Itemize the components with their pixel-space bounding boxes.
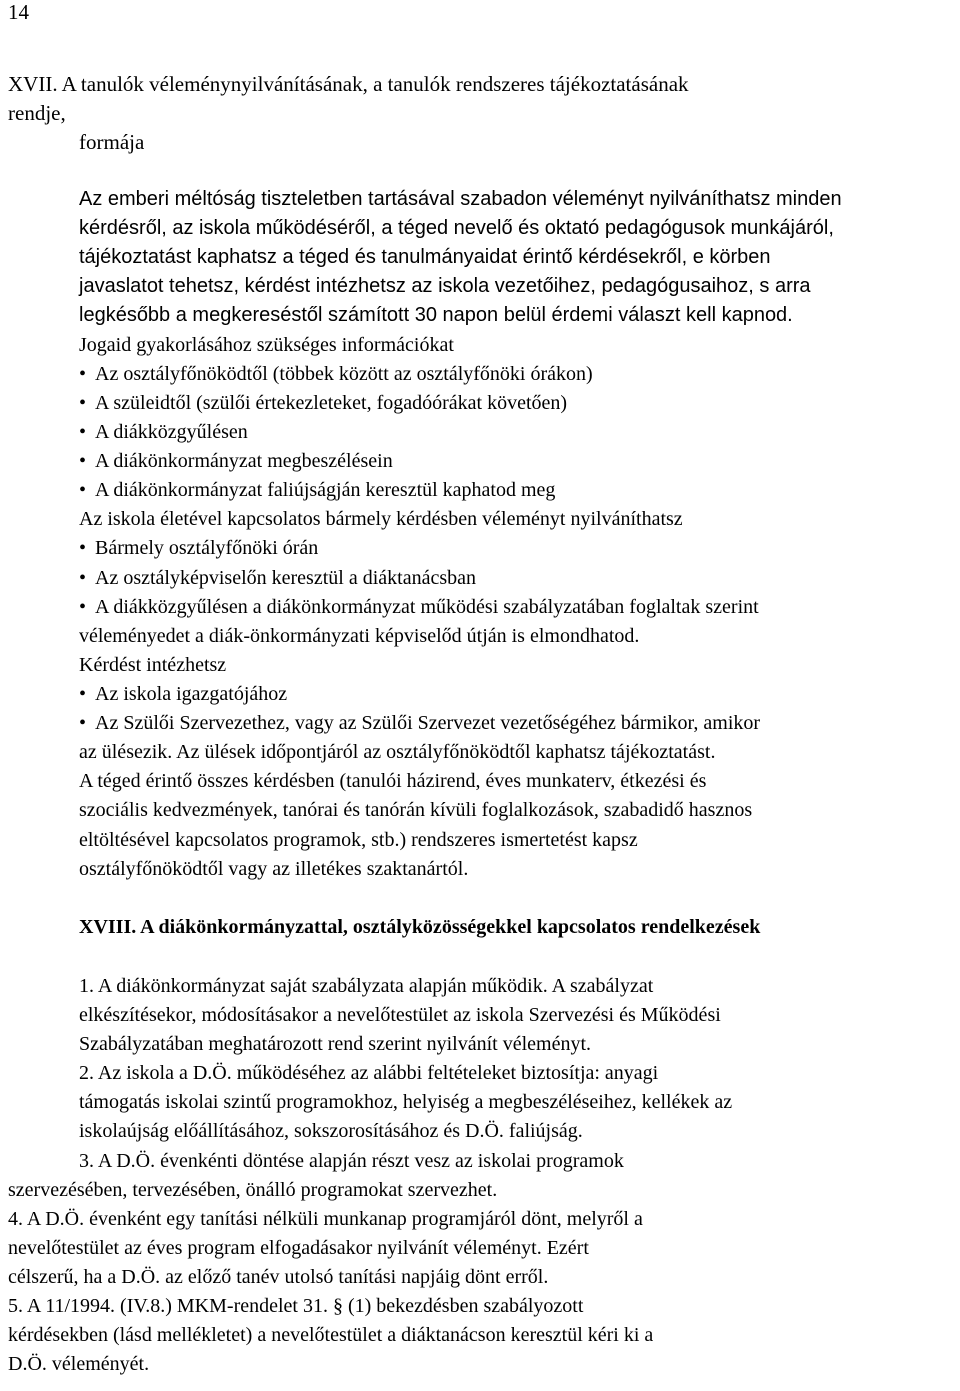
item-1-line: 1. A diákönkormányzat saját szabályzata alapján működik. A szabályzat <box>79 975 654 997</box>
item-2-line: támogatás iskolai szintű programokhoz, helyiség a megbeszéléseihez, kellékek az <box>79 1091 733 1113</box>
page-number: 14 <box>8 0 29 24</box>
item-5-line: 5. A 11/1994. (IV.8.) MKM-rendelet 31. § (1) bekezdésben szabályozott <box>8 1295 584 1317</box>
section-17-heading-line-3: formája <box>79 130 145 154</box>
opinion-bullet-item: • Bármely osztályfőnöki órán <box>79 536 318 560</box>
item-4-line: nevelőtestület az éves program elfogadásakor nyilvánít véleményt. Ezért <box>8 1237 589 1259</box>
paragraph-line: szociális kedvezmények, tanórai és tanórán kívüli foglalkozások, szabadidő hasznos <box>79 799 753 821</box>
item-3-line: 3. A D.Ö. évenkénti döntése alapján részt vesz az iskolai programok <box>79 1150 624 1172</box>
item-4-line: célszerű, ha a D.Ö. az előző tanév utolsó tanítási napjáig dönt erről. <box>8 1266 549 1288</box>
paragraph-line: tájékoztatást kaphatsz a téged és tanulmányaidat érintő kérdésekről, e körben <box>79 246 771 268</box>
info-bullet-item: • A diákönkormányzat megbeszélésein <box>79 449 393 473</box>
info-bullet-item: • A diákönkormányzat faliújságján keresztül kaphatod meg <box>79 478 555 502</box>
item-2-line: 2. Az iskola a D.Ö. működéséhez az alábbi feltételeket biztosítja: anyagi <box>79 1062 659 1084</box>
question-continuation: az ülésezik. Az ülések időpontjáról az osztályfőnöködtől kaphatsz tájékoztatást. <box>79 741 716 763</box>
paragraph-line: osztályfőnöködtől vagy az illetékes szaktanártól. <box>79 858 469 880</box>
info-bullet-item: • A szüleidtől (szülői értekezleteket, fogadóórákat követően) <box>79 391 567 415</box>
item-1-line: Szabályzatában meghatározott rend szerint nyilvánít véleményt. <box>79 1033 592 1055</box>
question-bullet-item: • Az Szülői Szervezethez, vagy az Szülői Szervezet vezetőségéhez bármikor, amikor <box>79 711 760 735</box>
section-18-heading: XVIII. A diákönkormányzattal, osztályközösségekkel kapcsolatos rendelkezések <box>79 916 761 938</box>
section-17-heading-line-2: rendje, <box>8 101 66 125</box>
paragraph-line: A téged érintő összes kérdésben (tanulói házirend, éves munkaterv, étkezési és <box>79 770 707 792</box>
info-bullet-item: • Az osztályfőnöködtől (többek között az osztályfőnöki órákon) <box>79 362 593 386</box>
item-3-line: szervezésében, tervezésében, önálló programokat szervezhet. <box>8 1179 498 1201</box>
info-bullet-item: • A diákközgyűlésen <box>79 420 248 444</box>
item-1-line: elkészítésekor, módosításakor a nevelőtestület az iskola Szervezési és Működési <box>79 1004 721 1026</box>
opinion-bullet-item: • A diákközgyűlésen a diákönkormányzat működési szabályzatában foglaltak szerint <box>79 595 759 619</box>
item-4-line: 4. A D.Ö. évenként egy tanítási nélküli munkanap programjáról dönt, melyről a <box>8 1208 643 1230</box>
question-bullet-item: • Az iskola igazgatójához <box>79 682 287 706</box>
opinion-intro: Az iskola életével kapcsolatos bármely kérdésben véleményt nyilváníthatsz <box>79 508 683 530</box>
opinion-bullet-item: • Az osztályképviselőn keresztül a diáktanácsban <box>79 566 476 590</box>
paragraph-line: javaslatot tehetsz, kérdést intézhetsz az iskola vezetőihez, pedagógusaihoz, s arra <box>79 275 811 297</box>
opinion-continuation: véleményedet a diák-önkormányzati képviselőd útján is elmondhatod. <box>79 625 640 647</box>
paragraph-line: legkésőbb a megkereséstől számított 30 napon belül érdemi választ kell kapnod. <box>79 304 793 326</box>
item-5-line: D.Ö. véleményét. <box>8 1353 150 1375</box>
paragraph-line: eltöltésével kapcsolatos programok, stb.) rendszeres ismertetést kapsz <box>79 829 638 851</box>
paragraph-line: Az emberi méltóság tiszteletben tartásával szabadon véleményt nyilváníthatsz minden <box>79 188 842 210</box>
question-intro: Kérdést intézhetsz <box>79 654 227 676</box>
paragraph-line: kérdésről, az iskola működéséről, a téged nevelő és oktató pedagógusok munkájáról, <box>79 217 834 239</box>
item-5-line: kérdésekben (lásd mellékletet) a nevelőtestület a diáktanácson keresztül kéri ki a <box>8 1324 654 1346</box>
info-intro: Jogaid gyakorlásához szükséges információkat <box>79 334 454 356</box>
item-2-line: iskolaújság előállításához, sokszorosításához és D.Ö. faliújság. <box>79 1120 583 1142</box>
section-17-heading-line-1: XVII. A tanulók véleménynyilvánításának, a tanulók rendszeres tájékoztatásának <box>8 72 689 96</box>
